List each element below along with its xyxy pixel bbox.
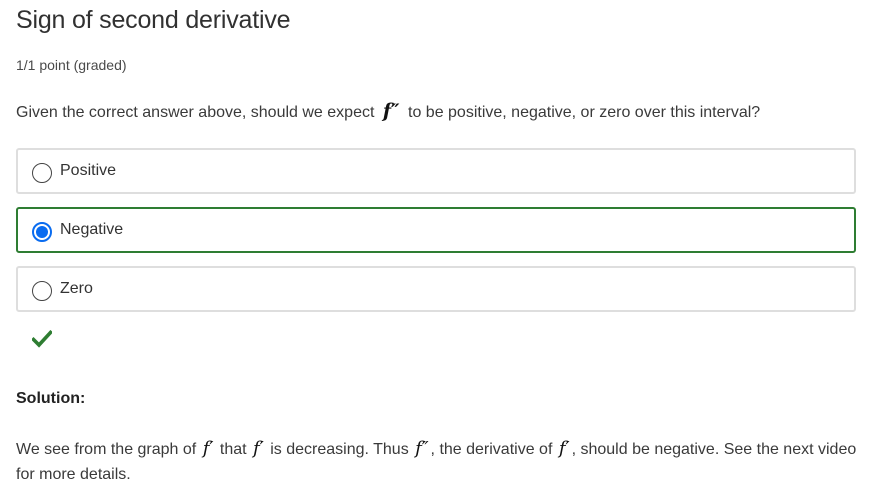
math-f-prime: f′ bbox=[253, 438, 264, 459]
solution-text-part: that bbox=[219, 441, 247, 458]
math-f-prime: f′ bbox=[558, 438, 570, 459]
radio-positive[interactable] bbox=[32, 163, 52, 183]
solution-text bbox=[16, 436, 866, 487]
option-label-zero: Zero bbox=[60, 280, 93, 297]
math-f-double-prime: f″ bbox=[415, 438, 429, 459]
option-label-negative: Negative bbox=[60, 221, 124, 238]
math-f-double-prime: f″ bbox=[382, 100, 400, 122]
question-text bbox=[16, 100, 760, 122]
question-text-after: to be positive, negative, or zero over this interval? bbox=[408, 104, 761, 121]
points-label: 1/1 point (graded) bbox=[16, 57, 127, 73]
option-label-positive: Positive bbox=[60, 162, 117, 179]
solution-text-part: We see from the graph of bbox=[16, 441, 197, 458]
option-zero[interactable] bbox=[16, 266, 856, 312]
option-positive[interactable] bbox=[16, 148, 856, 194]
option-negative[interactable] bbox=[16, 207, 856, 253]
radio-negative[interactable] bbox=[32, 222, 52, 242]
check-icon bbox=[32, 330, 52, 348]
solution-heading: Solution: bbox=[16, 390, 86, 407]
solution-text-part: is decreasing. Thus bbox=[270, 441, 409, 458]
problem-title: Sign of second derivative bbox=[16, 6, 291, 34]
question-text-before: Given the correct answer above, should we expect bbox=[16, 104, 375, 121]
math-f-prime: f′ bbox=[202, 438, 214, 459]
solution-text-part: , the derivative of bbox=[430, 441, 553, 458]
solution-text-part: , should be negative. See the next video for more details. bbox=[16, 441, 857, 483]
radio-zero[interactable] bbox=[32, 281, 52, 301]
